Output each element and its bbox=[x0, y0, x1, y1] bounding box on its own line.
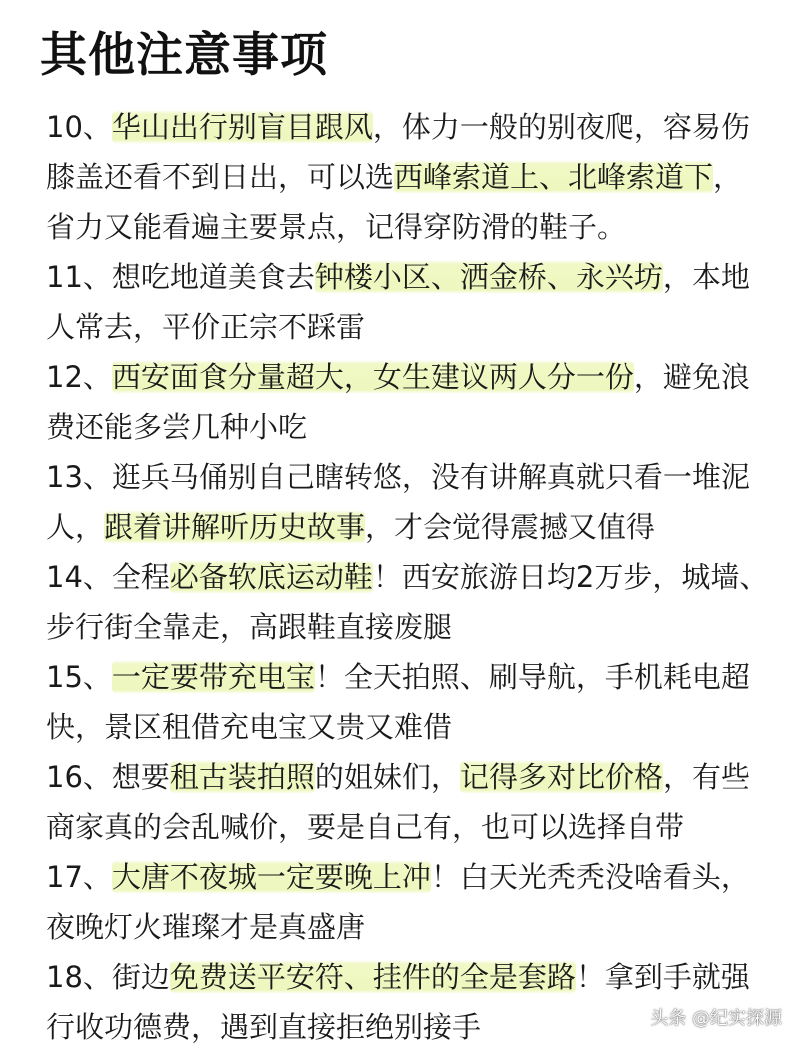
tip-text: 14、全程 bbox=[46, 560, 170, 594]
tip-text: ！全天拍照、刷导航，手机耗电超 bbox=[314, 660, 750, 694]
tip-text: 13、逛兵马俑别自己瞎转悠，没有讲解真就只看一堆泥 bbox=[46, 460, 750, 494]
tip-item-12 bbox=[46, 352, 776, 452]
highlighted-text: 租古装拍照 bbox=[169, 760, 315, 794]
tip-line bbox=[46, 502, 776, 552]
highlighted-text: 华山出行别盲目跟风 bbox=[111, 110, 373, 144]
tip-text: 商家真的会乱喊价，要是自己有，也可以选择自带 bbox=[46, 810, 685, 844]
highlighted-text: 西安面食分量超大，女生建议两人分一份 bbox=[111, 360, 634, 394]
tip-line bbox=[46, 402, 776, 452]
tip-text: 人常去，平价正宗不踩雷 bbox=[46, 310, 366, 344]
tip-text: 行收功德费，遇到直接拒绝别接手 bbox=[46, 1010, 482, 1044]
page-title: 其他注意事项 bbox=[40, 28, 328, 83]
highlighted-text: 跟着讲解听历史故事 bbox=[104, 510, 366, 544]
tip-item-15 bbox=[46, 652, 776, 752]
tip-line bbox=[46, 302, 776, 352]
tip-text: 16、想要 bbox=[46, 760, 170, 794]
tip-line bbox=[46, 602, 776, 652]
tip-text: 17、 bbox=[46, 860, 112, 894]
tip-line bbox=[46, 952, 776, 1002]
highlighted-text: 西峰索道上、北峰索道下 bbox=[394, 160, 714, 194]
tip-text: 人， bbox=[46, 510, 105, 544]
tip-line bbox=[46, 752, 776, 802]
tip-item-10 bbox=[46, 102, 776, 252]
tip-line bbox=[46, 202, 776, 252]
tip-line bbox=[46, 802, 776, 852]
tip-line bbox=[46, 352, 776, 402]
tip-text: 步行街全靠走，高跟鞋直接废腿 bbox=[46, 610, 453, 644]
tip-item-17 bbox=[46, 852, 776, 952]
tip-text: ，避免浪 bbox=[633, 360, 750, 394]
tip-text: 18、街边 bbox=[46, 960, 170, 994]
tip-text: ！西安旅游日均2万步，城墙、 bbox=[372, 560, 769, 594]
highlighted-text: 免费送平安符、挂件的全是套路 bbox=[169, 960, 576, 994]
tip-line bbox=[46, 252, 776, 302]
tip-item-14 bbox=[46, 552, 776, 652]
tip-text: 费还能多尝几种小吃 bbox=[46, 410, 308, 444]
tip-text: 12、 bbox=[46, 360, 112, 394]
highlighted-text: 记得多对比价格 bbox=[459, 760, 663, 794]
tip-line bbox=[46, 452, 776, 502]
tips-list bbox=[46, 102, 776, 1052]
tip-text: 膝盖还看不到日出，可以选 bbox=[46, 160, 395, 194]
tip-text: 省力又能看遍主要景点，记得穿防滑的鞋子。 bbox=[46, 210, 627, 244]
tip-text: ， bbox=[713, 160, 743, 194]
tip-line bbox=[46, 702, 776, 752]
tip-item-18 bbox=[46, 952, 776, 1052]
tip-text: 11、想吃地道美食去 bbox=[46, 260, 315, 294]
tip-text: 夜晚灯火璀璨才是真盛唐 bbox=[46, 910, 366, 944]
tip-text: ！白天光秃秃没啥看头， bbox=[430, 860, 750, 894]
tip-text: 10、 bbox=[46, 110, 112, 144]
tip-text: 的姐妹们， bbox=[314, 760, 460, 794]
tip-line bbox=[46, 102, 776, 152]
source-watermark: 头条 @纪实探源 bbox=[650, 1008, 782, 1029]
tip-line bbox=[46, 852, 776, 902]
tip-line bbox=[46, 652, 776, 702]
tip-line bbox=[46, 902, 776, 952]
highlighted-text: 必备软底运动鞋 bbox=[169, 560, 373, 594]
tip-item-11 bbox=[46, 252, 776, 352]
tip-text: ，才会觉得震撼又值得 bbox=[365, 510, 656, 544]
tip-text: ，有些 bbox=[662, 760, 750, 794]
tip-line bbox=[46, 152, 776, 202]
highlighted-text: 钟楼小区、洒金桥、永兴坊 bbox=[314, 260, 663, 294]
highlighted-text: 一定要带充电宝 bbox=[111, 660, 315, 694]
tip-text: ！拿到手就强 bbox=[575, 960, 750, 994]
highlighted-text: 大唐不夜城一定要晚上冲 bbox=[111, 860, 431, 894]
tip-text: ，本地 bbox=[662, 260, 750, 294]
tip-item-13 bbox=[46, 452, 776, 552]
tip-text: 15、 bbox=[46, 660, 112, 694]
tip-text: 快，景区租借充电宝又贵又难借 bbox=[46, 710, 453, 744]
tip-text: ，体力一般的别夜爬，容易伤 bbox=[372, 110, 750, 144]
tip-item-16 bbox=[46, 752, 776, 852]
tip-line bbox=[46, 552, 776, 602]
